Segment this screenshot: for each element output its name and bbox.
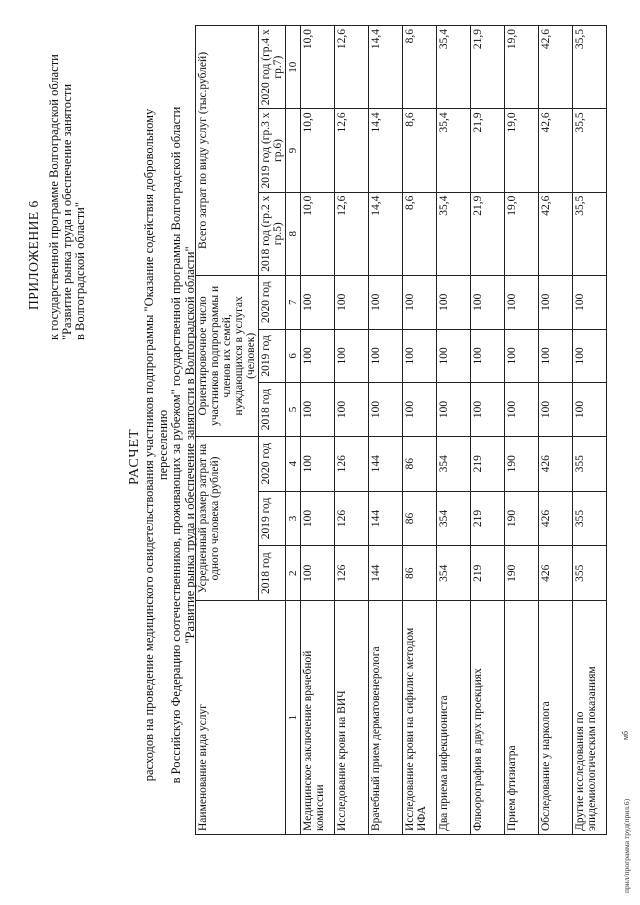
value-cell: 19,0 — [505, 192, 539, 275]
value-cell: 426 — [539, 491, 573, 546]
column-index: 9 — [286, 109, 301, 192]
document-subtitle — [143, 85, 197, 805]
document-title: РАСЧЕТ — [127, 428, 142, 485]
value-cell: 35,4 — [437, 192, 471, 275]
value-cell: 219 — [471, 546, 505, 601]
value-cell: 21,9 — [471, 26, 505, 109]
header-total-year: 2018 год (гр.2 х гр.5) — [259, 192, 286, 275]
value-cell: 100 — [335, 275, 369, 329]
table-row — [471, 26, 505, 835]
value-cell: 100 — [505, 383, 539, 437]
value-cell: 190 — [505, 546, 539, 601]
value-cell: 10,0 — [301, 26, 335, 109]
cost-calculation-table — [195, 25, 607, 835]
header-year: 2018 год — [259, 546, 286, 601]
table-row — [505, 26, 539, 835]
value-cell: 21,9 — [471, 109, 505, 192]
service-name-cell: Медицинское заключение врачебной комиссии — [301, 601, 335, 835]
appendix-ref-line-1: к государственной программе Волгоградской области — [47, 54, 61, 340]
value-cell: 100 — [369, 383, 403, 437]
value-cell: 14,4 — [369, 109, 403, 192]
column-index: 7 — [286, 275, 301, 329]
value-cell: 100 — [539, 383, 573, 437]
value-cell: 100 — [539, 275, 573, 329]
value-cell: 144 — [369, 491, 403, 546]
value-cell: 100 — [335, 383, 369, 437]
value-cell: 426 — [539, 436, 573, 491]
header-participants: Ориентировочное число участников подпрограммы и членов их семей, нуждающихся в услугах (человек) — [196, 275, 259, 436]
value-cell: 100 — [335, 329, 369, 383]
value-cell: 35,5 — [573, 26, 607, 109]
value-cell: 21,9 — [471, 192, 505, 275]
value-cell: 100 — [369, 275, 403, 329]
value-cell: 12,6 — [335, 192, 369, 275]
value-cell: 86 — [403, 491, 437, 546]
value-cell: 100 — [471, 383, 505, 437]
column-index: 2 — [286, 546, 301, 601]
service-name-cell: Обследование у нарколога — [539, 601, 573, 835]
value-cell: 100 — [403, 383, 437, 437]
column-index: 4 — [286, 436, 301, 491]
value-cell: 126 — [335, 436, 369, 491]
header-year: 2018 год — [259, 383, 286, 437]
value-cell: 35,5 — [573, 109, 607, 192]
value-cell: 219 — [471, 491, 505, 546]
value-cell: 35,4 — [437, 26, 471, 109]
header-year: 2019 год — [259, 329, 286, 383]
header-total: Всего затрат по виду услуг (тыс.рублей) — [196, 26, 259, 276]
value-cell: 14,4 — [369, 192, 403, 275]
value-cell: 144 — [369, 436, 403, 491]
column-index: 1 — [286, 601, 301, 835]
value-cell: 100 — [301, 383, 335, 437]
value-cell: 426 — [539, 546, 573, 601]
value-cell: 8,6 — [403, 192, 437, 275]
header-year: 2020 год — [259, 436, 286, 491]
value-cell: 19,0 — [505, 26, 539, 109]
column-index: 5 — [286, 383, 301, 437]
appendix-ref-line-3: в Волгоградской области" — [73, 202, 87, 340]
value-cell: 219 — [471, 436, 505, 491]
table-row — [573, 26, 607, 835]
service-name-cell: Исследование крови на сифилис методом ИФА — [403, 601, 437, 835]
value-cell: 100 — [573, 383, 607, 437]
value-cell: 126 — [335, 546, 369, 601]
value-cell: 100 — [403, 329, 437, 383]
header-avg-cost: Усредненный размер затрат на одного человека (рублей) — [196, 436, 259, 600]
service-name-cell: Прием фтизиатра — [505, 601, 539, 835]
value-cell: 100 — [573, 329, 607, 383]
appendix-title: ПРИЛОЖЕНИЕ 6 — [26, 200, 41, 310]
value-cell: 10,0 — [301, 192, 335, 275]
column-index: 6 — [286, 329, 301, 383]
value-cell: 100 — [403, 275, 437, 329]
value-cell: 126 — [335, 491, 369, 546]
value-cell: 100 — [573, 275, 607, 329]
value-cell: 100 — [301, 275, 335, 329]
table-row — [369, 26, 403, 835]
value-cell: 355 — [573, 436, 607, 491]
value-cell: 144 — [369, 546, 403, 601]
table-row — [437, 26, 471, 835]
value-cell: 354 — [437, 436, 471, 491]
service-name-cell: Исследование крови на ВИЧ — [335, 601, 369, 835]
value-cell: 100 — [437, 275, 471, 329]
column-index: 8 — [286, 192, 301, 275]
header-total-year: 2020 год (гр.4 х гр.7) — [259, 26, 286, 109]
service-name-cell: Другие исследования по эпидемиологическим показаниям — [573, 601, 607, 835]
service-name-cell: Врачебный прием дерматовенеролога — [369, 601, 403, 835]
value-cell: 100 — [505, 329, 539, 383]
footer-file-path: прил/программа труд(прил.6) — [622, 798, 631, 893]
value-cell: 8,6 — [403, 109, 437, 192]
value-cell: 35,4 — [437, 109, 471, 192]
header-year: 2019 год — [259, 491, 286, 546]
value-cell: 14,4 — [369, 26, 403, 109]
value-cell: 100 — [505, 275, 539, 329]
table-row — [539, 26, 573, 835]
value-cell: 86 — [403, 546, 437, 601]
value-cell: 35,5 — [573, 192, 607, 275]
footer-initials: мб — [621, 730, 630, 740]
value-cell: 42,6 — [539, 192, 573, 275]
value-cell: 100 — [539, 329, 573, 383]
value-cell: 100 — [301, 329, 335, 383]
value-cell: 42,6 — [539, 109, 573, 192]
value-cell: 42,6 — [539, 26, 573, 109]
service-name-cell: Флюорография в двух проекциях — [471, 601, 505, 835]
value-cell: 100 — [471, 329, 505, 383]
service-name-cell: Два приема инфекциониста — [437, 601, 471, 835]
value-cell: 100 — [301, 491, 335, 546]
value-cell: 100 — [301, 436, 335, 491]
value-cell: 100 — [471, 275, 505, 329]
header-year: 2020 год — [259, 275, 286, 329]
subtitle-line-1: расходов на проведение медицинского освидетельствования участников подпрограммы "Оказание содействия добровольному переселению — [142, 108, 170, 782]
value-cell: 354 — [437, 546, 471, 601]
header-total-year: 2019 год (гр.3 х гр.6) — [259, 109, 286, 192]
value-cell: 12,6 — [335, 26, 369, 109]
column-index: 10 — [286, 26, 301, 109]
value-cell: 190 — [505, 436, 539, 491]
table-row — [301, 26, 335, 835]
value-cell: 10,0 — [301, 109, 335, 192]
subtitle-line-3: "Развитие рынка труда и обеспечение занятости в Волгоградской области" — [182, 246, 197, 644]
column-index-row — [286, 26, 301, 835]
value-cell: 100 — [437, 383, 471, 437]
table-row — [335, 26, 369, 835]
value-cell: 355 — [573, 491, 607, 546]
value-cell: 86 — [403, 436, 437, 491]
value-cell: 100 — [437, 329, 471, 383]
value-cell: 354 — [437, 491, 471, 546]
header-service: Наименование вида услуг — [196, 601, 286, 835]
value-cell: 190 — [505, 491, 539, 546]
column-index: 3 — [286, 491, 301, 546]
value-cell: 19,0 — [505, 109, 539, 192]
appendix-ref-line-2: "Развитие рынка труда и обеспечение занятости — [60, 83, 74, 340]
table-row — [403, 26, 437, 835]
subtitle-line-2: в Российскую Федерацию соотечественников, проживающих за рубежом" государственной программы Волгоградской области — [169, 106, 183, 784]
value-cell: 8,6 — [403, 26, 437, 109]
table-body — [301, 26, 607, 835]
value-cell: 355 — [573, 546, 607, 601]
value-cell: 100 — [369, 329, 403, 383]
value-cell: 100 — [301, 546, 335, 601]
appendix-reference — [48, 40, 87, 340]
value-cell: 12,6 — [335, 109, 369, 192]
